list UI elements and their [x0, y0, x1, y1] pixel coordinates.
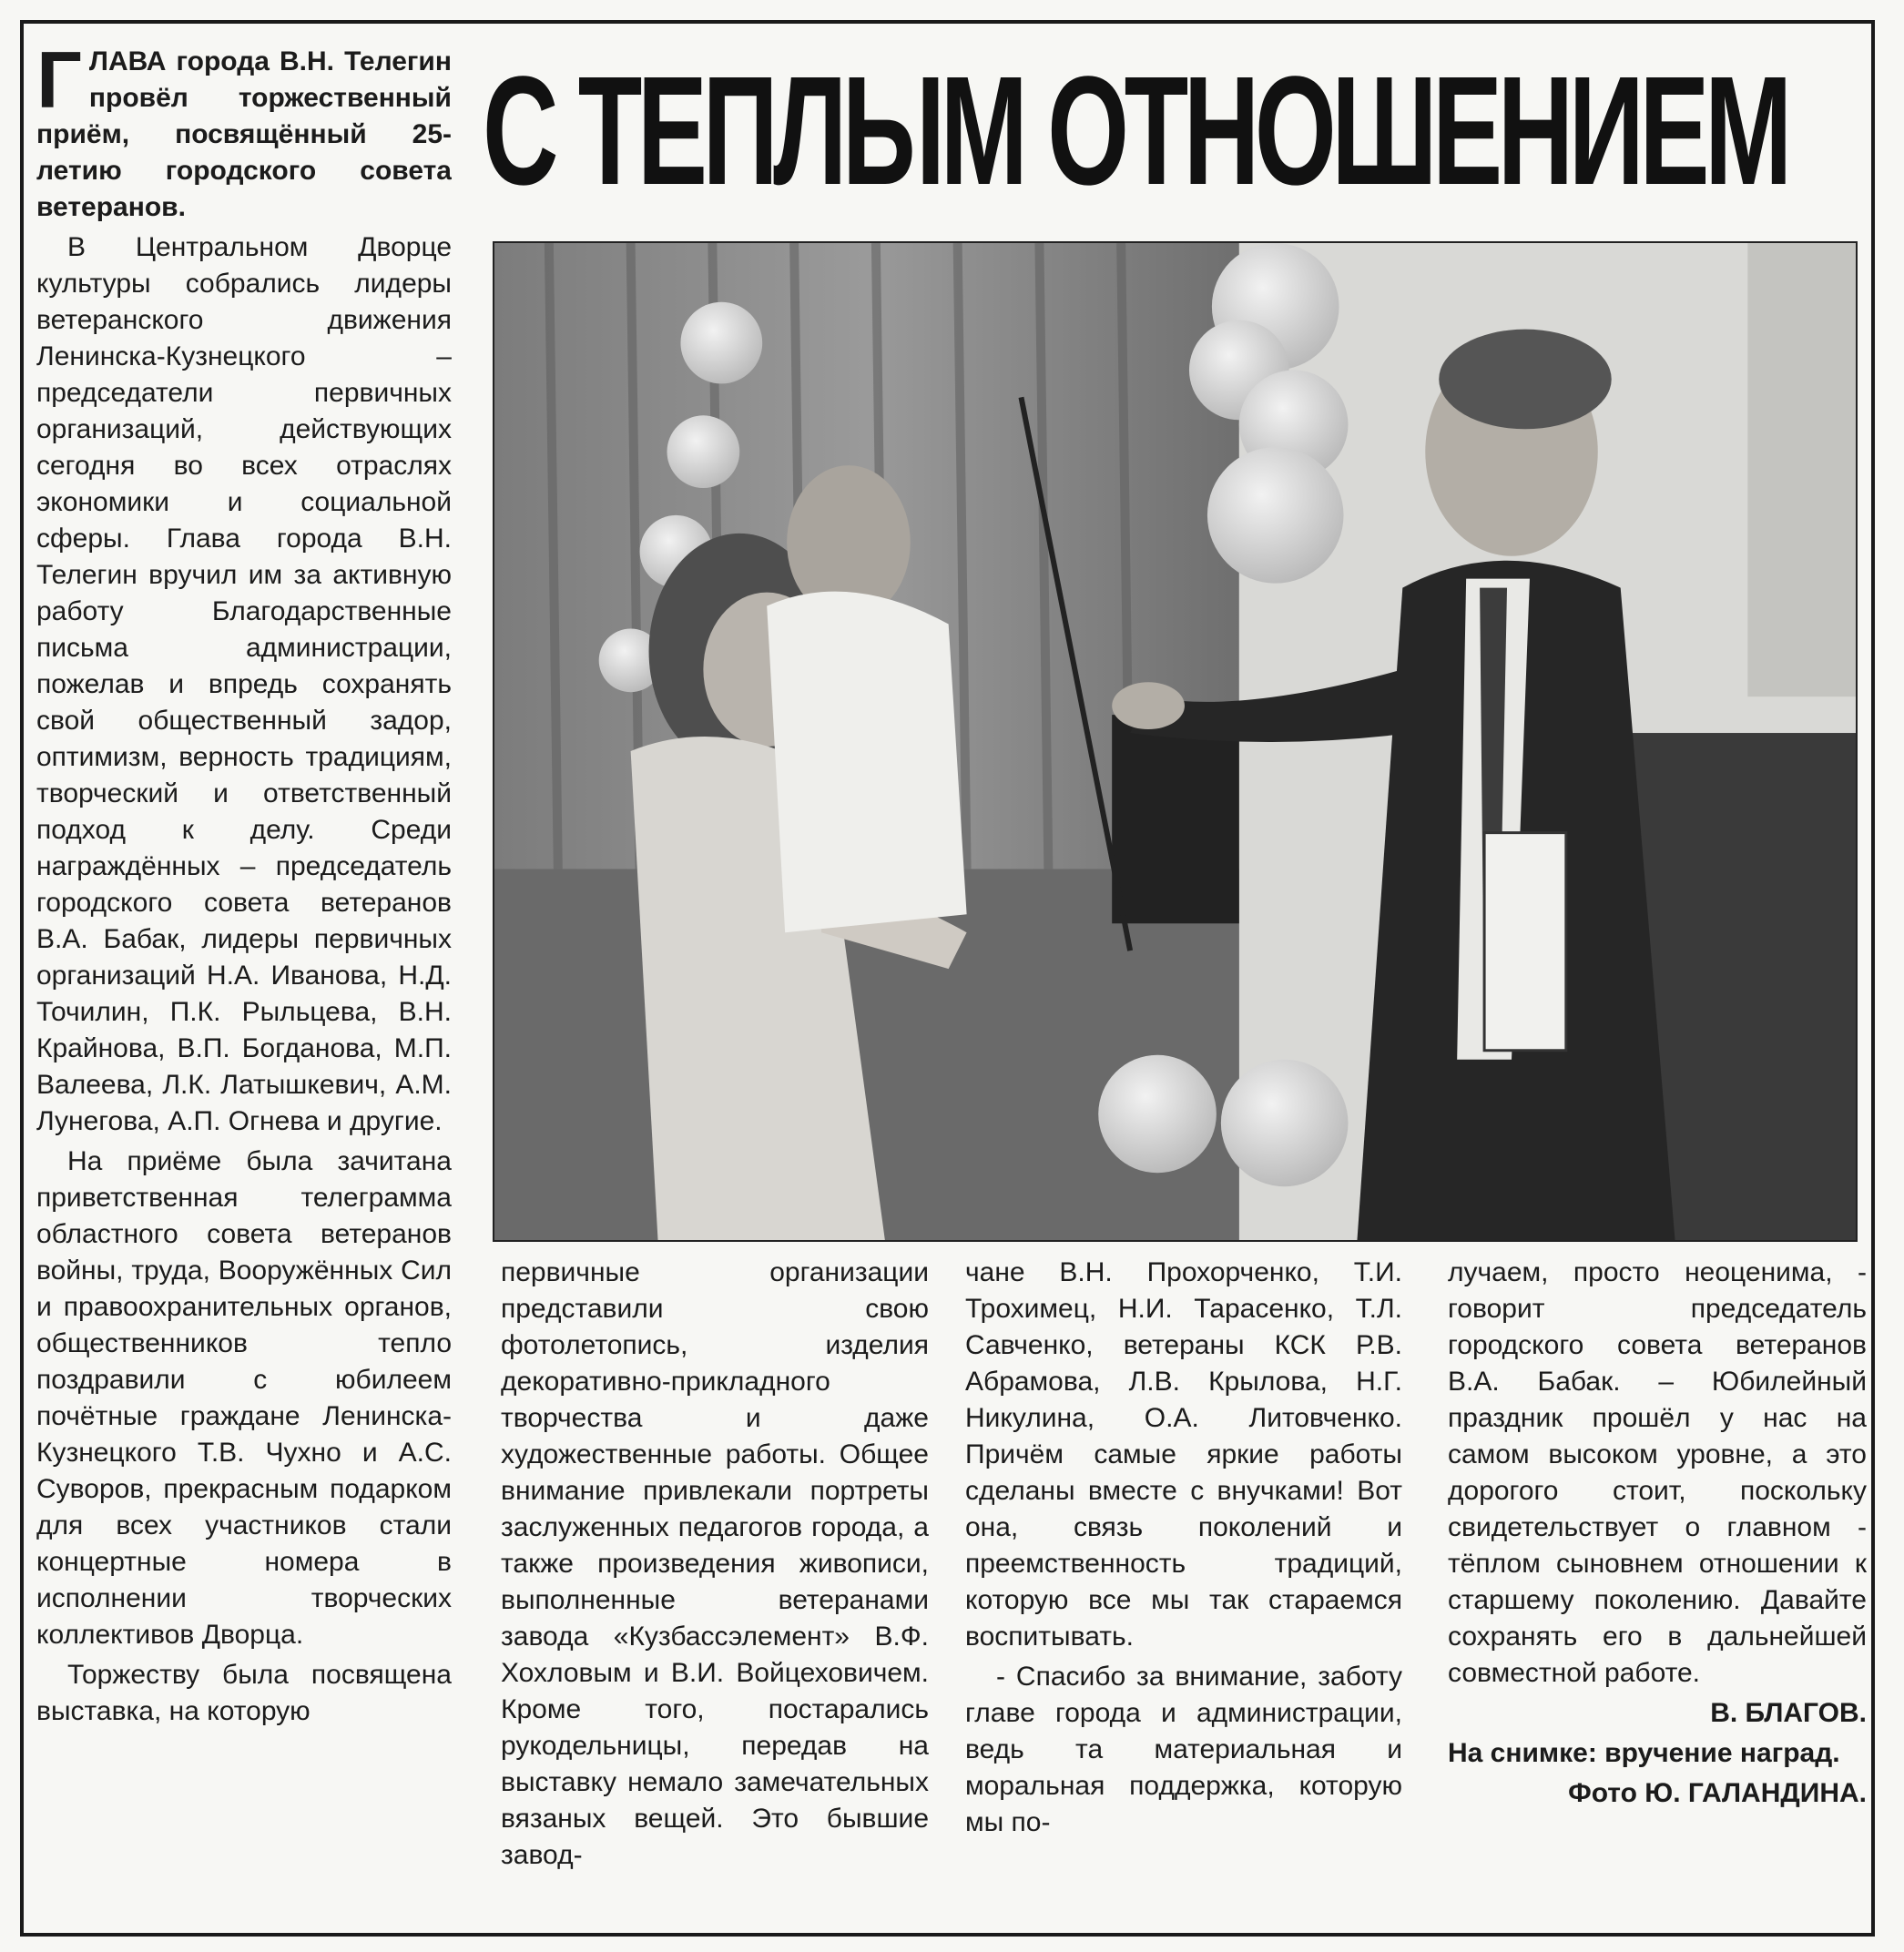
paragraph: - Спасибо за внимание, заботу главе города и администрации, ведь та материальная и моральная поддержка, которую мы по- [965, 1662, 1402, 1837]
photo-illustration [494, 243, 1856, 1240]
paragraph: чане В.Н. Прохорченко, Т.И. Трохимец, Н.И. Тарасенко, Т.Л. Савченко, ветераны КСК Р.В. Абрамова, Л.В. Крылова, Н.Г. Никулина, О.А. Литовченко. Причём самые яркие работы сделаны вместе с внучками! Вот она, связь поколений и преемственность традиций, которую все мы так стараемся воспитывать. [965, 1257, 1402, 1652]
headline: С ТЕПЛЫМ ОТНОШЕНИЕМ [483, 45, 1787, 218]
paragraph: первичные организации представили свою фотолетопись, изделия декоративно-прикладного творчества и даже художественные работы. Общее внимание привлекали портреты заслуженных педагогов города, а также произведения живописи, выполненные ветеранами завода «Кузбассэлемент» В.Ф. Хохловым и В.И. Войцеховичем. Кроме того, постарались рукодельницы, передав на выставку немало замечательных вязаных вещей. Это бывшие завод- [501, 1257, 929, 1870]
author-signature: В. БЛАГОВ. [1710, 1698, 1867, 1728]
photo-caption: На снимке: вручение наград. [1448, 1738, 1840, 1768]
lead-text: ЛАВА города В.Н. Телегин провёл торжественный приём, посвящённый 25-летию городского совета ветеранов. [36, 46, 452, 222]
paragraph: Торжеству была посвящена выставка, на которую [36, 1660, 452, 1726]
lead-paragraph [36, 44, 452, 226]
paragraph: На приёме была зачитана приветственная телеграмма областного совета ветеранов войны, труда, Вооружённых Сил и правоохранительных органов, общественников тепло поздравили с юбилеем почётные граждане Ленинска-Кузнецкого Т.В. Чухно и А.С. Суворов, прекрасным подарком для всех участников стали концертные номера в исполнении творческих коллективов Дворца. [36, 1146, 452, 1650]
column-1 [36, 44, 452, 1928]
column-2 [501, 1255, 929, 1928]
paragraph: В Центральном Дворце культуры собрались лидеры ветеранского движения Ленинска-Кузнецкого – председатели первичных организаций, действующих сегодня во всех отраслях экономики и социальной сферы. Глава города В.Н. Телегин вручил им за активную работу Благодарственные письма администрации, пожелав и впредь сохранять свой общественный задор, оптимизм, верность традициям, творческий и ответственный подход к делу. Среди награждённых – председатель городского совета ветеранов В.А. Бабак, лидеры первичных организаций Н.А. Иванова, Н.Д. Точилин, П.К. Рыльцева, В.Н. Крайнова, В.П. Богданова, М.П. Валеева, Л.К. Латышкевич, А.М. Лунегова, А.П. Огнева и другие. [36, 232, 452, 1136]
drop-cap: Г [36, 44, 82, 125]
paragraph: лучаем, просто неоценима, - говорит председатель городского совета ветеранов В.А. Бабак. – Юбилейный праздник прошёл у нас на самом высоком уровне, а это дорогого стоит, поскольку свидетельствует о главном - тёплом сыновнем отношении к старшему поколению. Давайте сохранять его в дальнейшей совместной работе. [1448, 1257, 1867, 1688]
column-3 [965, 1255, 1402, 1928]
article-photo [493, 241, 1858, 1242]
column-4 [1448, 1255, 1867, 1928]
photo-credit: Фото Ю. ГАЛАНДИНА. [1568, 1778, 1867, 1808]
